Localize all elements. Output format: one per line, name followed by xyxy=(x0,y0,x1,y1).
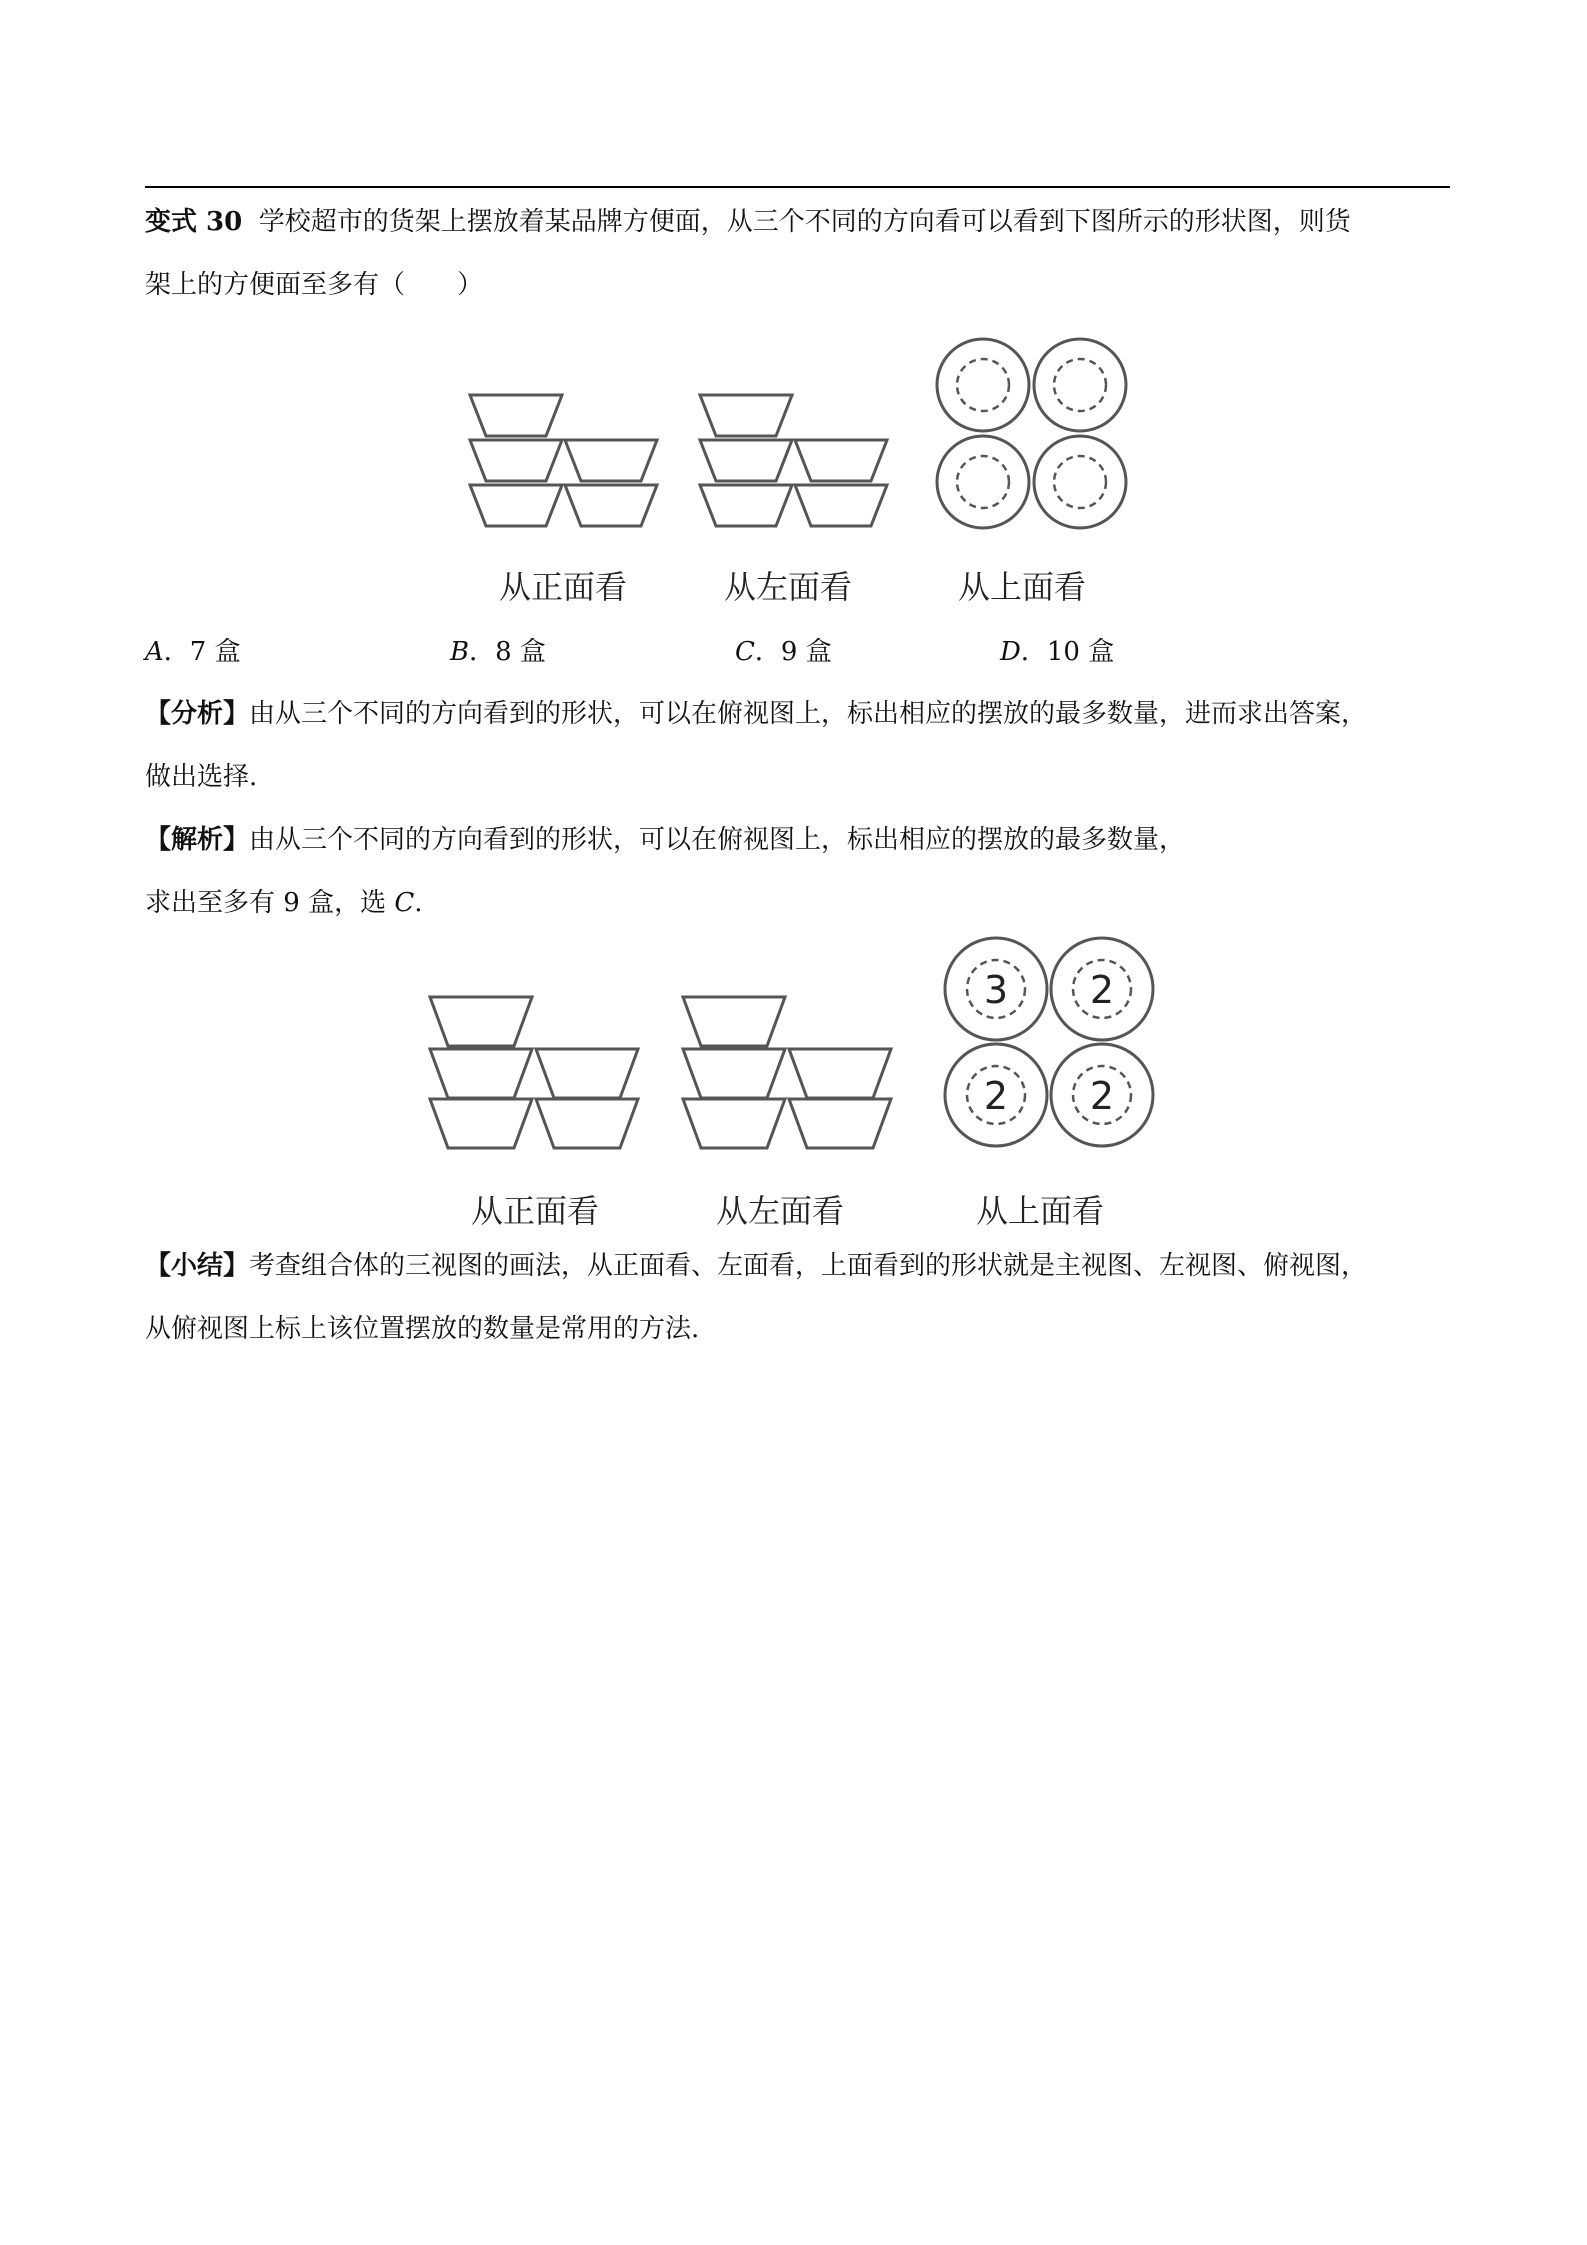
question-label: 变式 30 xyxy=(145,207,243,237)
fig1-front-cup-bottom-left xyxy=(470,485,562,526)
solution-text-1: 由从三个不同的方向看到的形状，可以在俯视图上，标出相应的摆放的最多数量， xyxy=(249,825,1186,855)
summary-line-2 xyxy=(145,1312,699,1346)
fig1-left-cup-bottom-right xyxy=(795,485,887,526)
answer-options xyxy=(145,631,1145,665)
fig2-front-cup-top xyxy=(430,997,532,1046)
analysis-text-2: 做出选择. xyxy=(145,762,258,792)
fig1-top-circle-tr xyxy=(1034,339,1126,431)
solution-answer: C xyxy=(394,888,415,918)
question-text-2: 架上的方便面至多有（ ） xyxy=(145,270,484,300)
fig1-top-circle-br xyxy=(1034,436,1126,528)
fig2-left-cup-mid-left xyxy=(683,1049,785,1098)
fig2-front-cup-bottom-left xyxy=(430,1099,532,1148)
fig1-caption-left: 从左面看 xyxy=(723,568,853,606)
fig2-front-cup-mid-right xyxy=(536,1049,638,1098)
fig1-front-cup-top xyxy=(470,395,562,436)
solution-text-2: 求出至多有 9 盒，选 xyxy=(145,888,395,918)
fig1-top-inner-tl xyxy=(957,359,1009,411)
fig1-left-cup-bottom-left xyxy=(700,485,792,526)
fig2-caption-left: 从左面看 xyxy=(715,1192,845,1230)
fig1-caption-front: 从正面看 xyxy=(498,568,628,606)
fig1-front-cup-mid-right xyxy=(565,440,657,481)
fig1-left-cup-mid-right xyxy=(795,440,887,481)
option-d[interactable]: D．10 盒 xyxy=(1000,637,1115,667)
fig1-top-circle-tl xyxy=(937,339,1029,431)
fig2-left-cup-bottom-right xyxy=(789,1099,891,1148)
fig2-front-cup-mid-left xyxy=(430,1049,532,1098)
fig2-front-cup-bottom-right xyxy=(536,1099,638,1148)
question-text-1: 学校超市的货架上摆放着某品牌方便面，从三个不同的方向看可以看到下图所示的形状图，则货 xyxy=(258,207,1351,237)
fig1-front-cup-bottom-right xyxy=(565,485,657,526)
fig2-left-cup-mid-right xyxy=(789,1049,891,1098)
option-c[interactable]: C．9 盒 xyxy=(735,637,832,667)
fig1-top-circle-bl xyxy=(937,436,1029,528)
fig2-count-br: 2 xyxy=(1089,1074,1115,1118)
option-a[interactable]: A．7 盒 xyxy=(145,637,241,667)
fig1-top-inner-br xyxy=(1054,456,1106,508)
summary-text-2: 从俯视图上标上该位置摆放的数量是常用的方法. xyxy=(145,1314,700,1344)
fig1-top-inner-bl xyxy=(957,456,1009,508)
fig1-top-inner-tr xyxy=(1054,359,1106,411)
solution-line-2: 求出至多有 9 盒，选 C. xyxy=(145,888,423,918)
option-b[interactable]: B．8 盒 xyxy=(450,637,546,667)
summary-label: 【小结】 xyxy=(145,1251,250,1281)
summary-text-1: 考查组合体的三视图的画法，从正面看、左面看，上面看到的形状就是主视图、左视图、俯视图， xyxy=(249,1251,1368,1281)
fig2-count-tl: 3 xyxy=(983,968,1009,1012)
fig2-count-tr: 2 xyxy=(1089,968,1115,1012)
fig1-left-cup-top xyxy=(700,395,792,436)
fig1-left-cup-mid-left xyxy=(700,440,792,481)
summary-line-1 xyxy=(145,1249,1367,1283)
analysis-line-2 xyxy=(145,760,257,794)
fig2-left-cup-top xyxy=(683,997,785,1046)
solution-label: 【解析】 xyxy=(145,825,250,855)
fig1-front-cup-mid-left xyxy=(470,440,562,481)
fig1-caption-top: 从上面看 xyxy=(957,568,1087,606)
solution-line-1 xyxy=(145,823,1185,857)
fig2-caption-top: 从上面看 xyxy=(975,1192,1105,1230)
analysis-label: 【分析】 xyxy=(145,699,250,729)
fig2-caption-front: 从正面看 xyxy=(470,1192,600,1230)
analysis-line-1 xyxy=(145,697,1367,731)
fig2-left-cup-bottom-left xyxy=(683,1099,785,1148)
analysis-text-1: 由从三个不同的方向看到的形状，可以在俯视图上，标出相应的摆放的最多数量，进而求出答案， xyxy=(249,699,1368,729)
fig2-count-bl: 2 xyxy=(983,1074,1009,1118)
